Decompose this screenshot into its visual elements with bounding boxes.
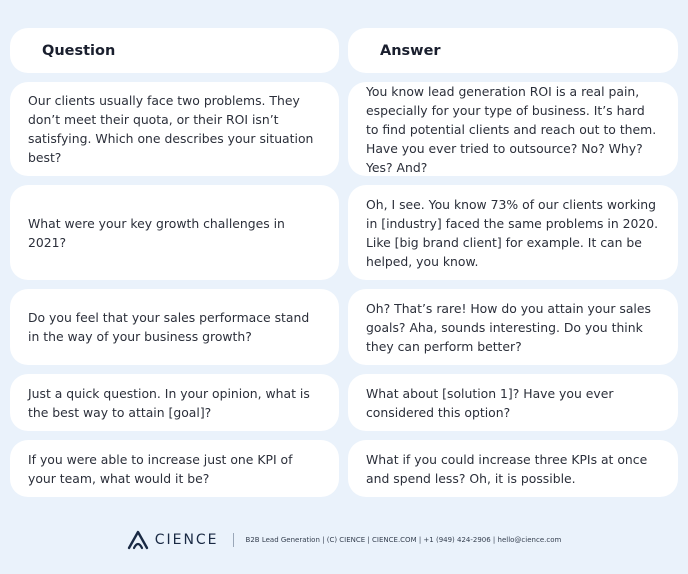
question-header xyxy=(10,28,339,73)
question-cell-1 xyxy=(10,82,339,176)
answer-text: Oh? That’s rare! How do you attain your sales goals? Aha, sounds interesting. Do you think they can perform better? xyxy=(366,300,651,354)
answer-cell-1 xyxy=(348,82,678,176)
question-header-label: Question xyxy=(42,42,116,59)
answer-cell-4 xyxy=(348,374,678,431)
answer-cell-2 xyxy=(348,185,678,280)
question-cell-5 xyxy=(10,440,339,497)
footer-text: B2B Lead Generation | (C) CIENCE | CIENCE.COM | +1 (949) 424-2906 | hello@cience.com xyxy=(245,536,562,544)
question-cell-4 xyxy=(10,374,339,431)
answer-cell-3 xyxy=(348,289,678,365)
question-cell-3 xyxy=(10,289,339,365)
question-text: What were your key growth challenges in 2021? xyxy=(28,215,285,250)
footer xyxy=(0,522,688,558)
answer-text: You know lead generation ROI is a real pain, especially for your type of business. It’s hard to find potential clients and reach out to them. Have you ever tried to outsource? No? Why? Yes? And? xyxy=(366,83,657,175)
answer-text: What about [solution 1]? Have you ever considered this option? xyxy=(366,385,614,420)
answer-text: Oh, I see. You know 73% of our clients working in [industry] faced the same problems in 2020. Like [big brand client] for example. It can be helped, you know. xyxy=(366,196,659,269)
question-text: If you were able to increase just one KPI of your team, what would it be? xyxy=(28,451,293,486)
answer-header-label: Answer xyxy=(380,42,441,59)
question-text: Do you feel that your sales performace stand in the way of your business growth? xyxy=(28,310,310,344)
answer-text: What if you could increase three KPIs at once and spend less? Oh, it is possible. xyxy=(366,451,648,486)
cience-logo xyxy=(127,530,219,550)
logo-text: CIENCE xyxy=(154,532,219,548)
question-text: Our clients usually face two problems. They don’t meet their quota, or their ROI isn’t satisfying. Which one describes your situation best? xyxy=(28,93,314,165)
answer-cell-5 xyxy=(348,440,678,497)
answer-header xyxy=(348,28,678,73)
question-text: Just a quick question. In your opinion, what is the best way to attain [goal]? xyxy=(28,385,310,420)
question-cell-2 xyxy=(10,185,339,280)
footer-divider xyxy=(233,533,234,547)
cience-logo-icon xyxy=(127,530,149,550)
